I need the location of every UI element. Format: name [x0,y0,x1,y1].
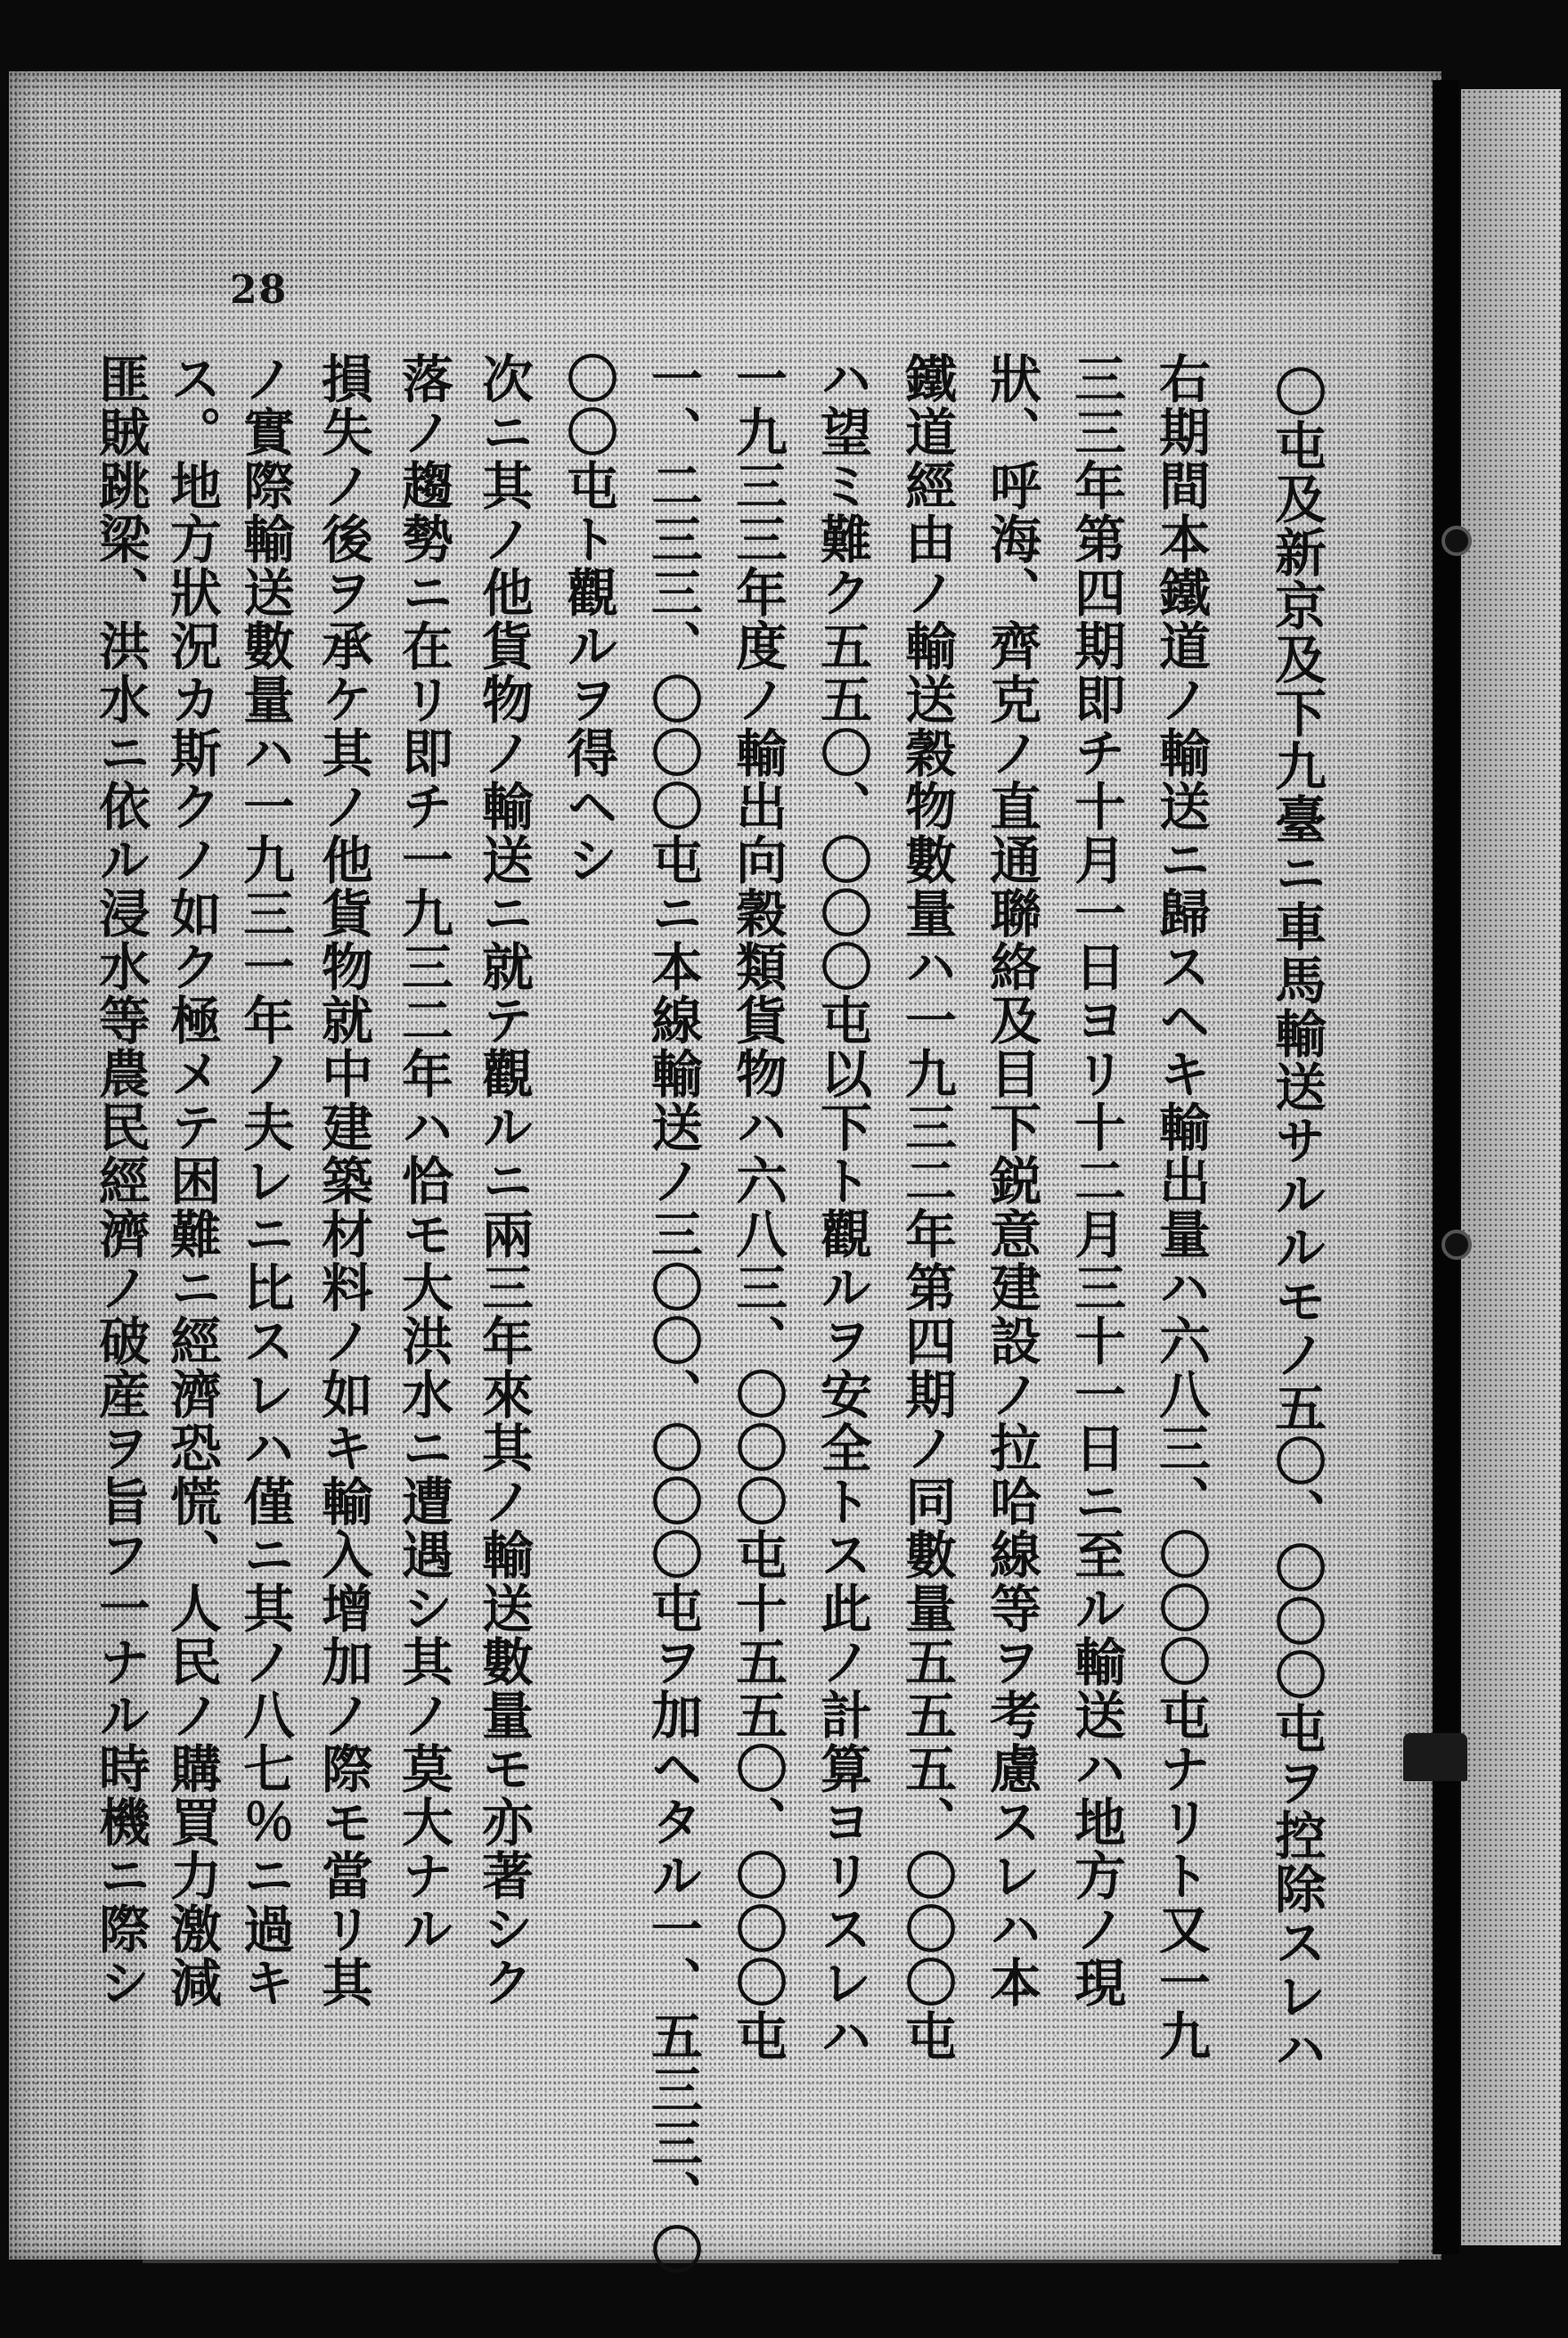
text-line-3: 三三年第四期即チ十月一日ヨリ十二月三十一日ニ至ル輸送ハ地方ノ現 [1066,352,1126,2009]
text-line-7: 一九三三年度ノ輸出向穀類貨物ハ六八三、〇〇〇屯十五五〇、〇〇〇屯 [727,352,788,2063]
adjacent-page-edge [1461,89,1561,2245]
binding-clip-icon [1441,526,1472,556]
text-line-14: ス。地方狀況カ斯クノ如ク極メテ困難ニ經濟恐慌、人民ノ購買力激減 [161,352,222,2009]
text-line-11: 落ノ趨勢ニ在リ即チ一九三二年ハ恰モ大洪水ニ遭遇シ其ノ莫大ナル [393,352,453,1956]
text-line-8: 一、二三三、〇〇〇屯ニ本線輸送ノ三〇〇、〇〇〇屯ヲ加ヘタル一、五三三、〇 [642,352,703,2277]
binding-clip-icon [1441,1230,1472,1260]
text-line-5: 鐵道經由ノ輸送穀物數量ハ一九三二年第四期ノ同數量五五五、〇〇〇屯 [896,352,957,2063]
text-line-9: 〇〇屯ト觀ルヲ得ヘシ [558,352,618,887]
text-line-2: 右期間本鐵道ノ輸送ニ歸スヘキ輸出量ハ六八三、〇〇〇屯ナリト又一九 [1150,352,1211,2063]
text-line-12: 損失ノ後ヲ承ケ其ノ他貨物就中建築材料ノ如キ輸入增加ノ際モ當リ其 [313,352,373,2009]
text-line-10: 次ニ其ノ他貨物ノ輸送ニ就テ觀ルニ兩三年來其ノ輸送數量モ亦著シク [473,352,534,2009]
page-number: 28 [230,267,289,313]
page-gutter-rule [1433,80,1459,2254]
text-line-1: 〇屯及新京及下九臺ニ車馬輸送サルルモノ五〇、〇〇〇屯ヲ控除スレハ [1266,365,1327,2076]
paper-sheet [9,71,1441,2260]
text-line-13: ノ實際輸送數量ハ一九三一年ノ夫レニ比スレハ僅ニ其ノ八七％ニ過キ [234,352,295,2009]
text-line-15: 匪賊跳梁、洪水ニ依ル浸水等農民經濟ノ破産ヲ旨フ一ナル時機ニ際シ [90,352,151,2009]
page-tab-marker [1403,1733,1467,1781]
text-line-4: 狀、呼海、齊克ノ直通聯絡及目下鋭意建設ノ拉哈線等ヲ考慮スレハ本 [981,352,1041,2009]
text-line-6: ハ望ミ難ク五五〇、〇〇〇屯以下ト觀ルヲ安全トス此ノ計算ヨリスレハ [812,352,872,2063]
